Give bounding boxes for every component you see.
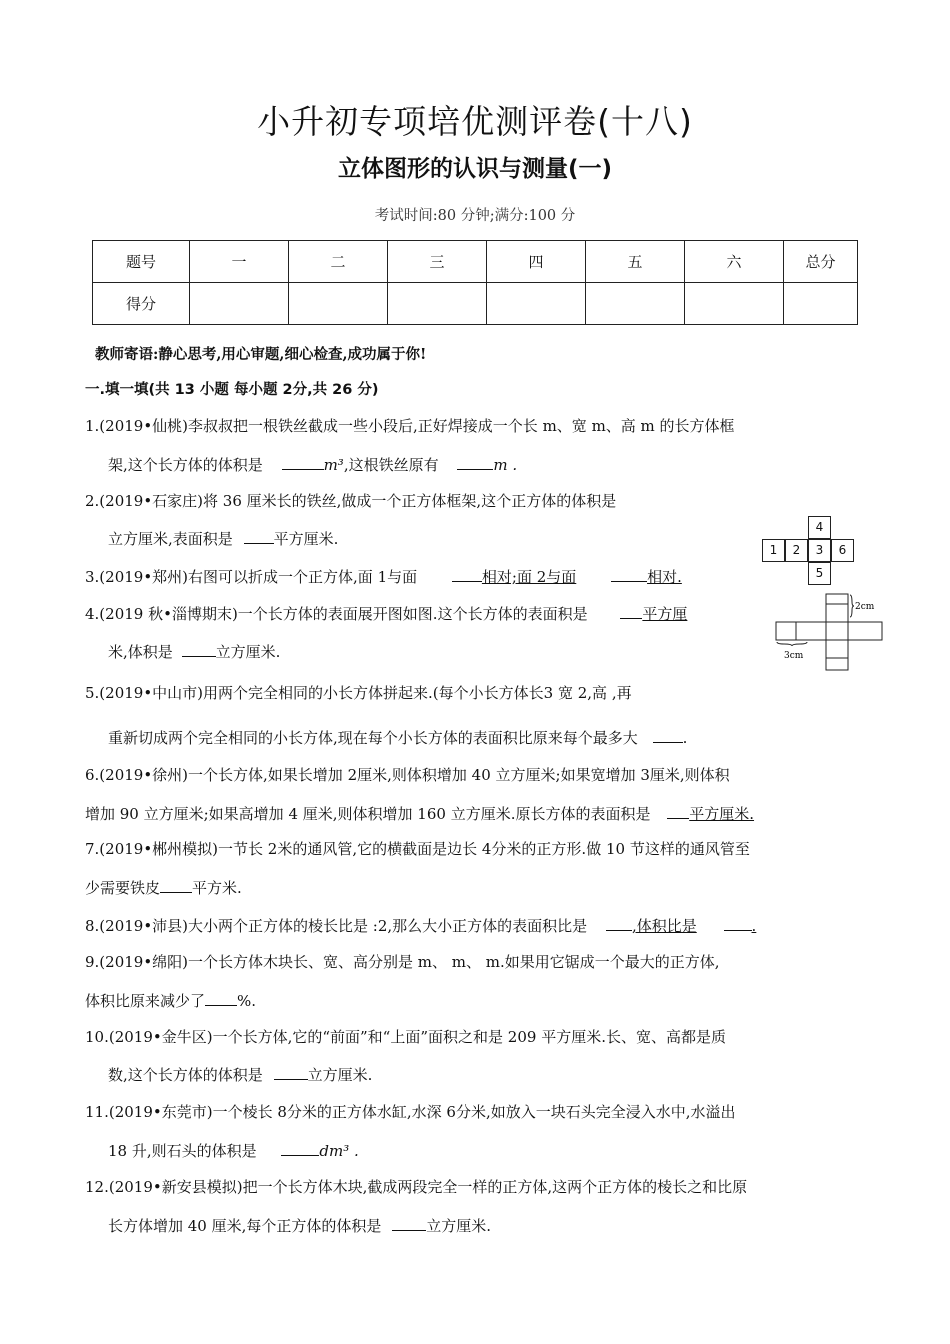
q5-text: 重新切成两个完全相同的小长方体,现在每个小长方体的表面积比原来每个最多大 <box>108 729 638 747</box>
net-face: 1 <box>762 539 785 562</box>
q7-line2 <box>85 876 242 898</box>
q7-text-a: 少需要铁皮 <box>85 879 161 897</box>
score-input-cell[interactable] <box>784 283 858 325</box>
q6-line2 <box>85 802 754 824</box>
q4-text-a: 4.(2019 秋•淄博期末)一个长方体的表面展开图如图.这个长方体的表面积是 <box>85 605 588 623</box>
q4-text-c: 米,体积是 <box>108 643 173 661</box>
score-header-cell: 四 <box>487 241 586 283</box>
q5-blank[interactable] <box>653 726 683 743</box>
q8-text-c: . <box>751 917 757 935</box>
q4-text-d: 立方厘米. <box>215 643 281 661</box>
q2-text-a: 立方厘米,表面积是 <box>108 530 233 548</box>
q4-volume-blank[interactable] <box>182 640 216 657</box>
score-input-cell[interactable] <box>388 283 487 325</box>
q8-line <box>85 914 756 936</box>
net-face: 2 <box>785 539 808 562</box>
q6-blank[interactable] <box>667 802 689 819</box>
q12-line2 <box>108 1214 491 1236</box>
net-face: 4 <box>808 516 831 539</box>
q10-line1: 10.(2019•金牛区)一个长方体,它的“前面”和“上面”面积之和是 209 平方厘米.长、宽、高都是质 <box>85 1028 726 1046</box>
score-header-cell: 总分 <box>784 241 858 283</box>
q1-text-a: 架,这个长方体的体积是 <box>108 456 263 474</box>
score-header-cell: 三 <box>388 241 487 283</box>
net-column <box>826 594 848 670</box>
q12-blank[interactable] <box>392 1214 426 1231</box>
exam-info: 考试时间:80 分钟;满分:100 分 <box>374 208 576 224</box>
score-input-cell[interactable] <box>190 283 289 325</box>
q12-text-a: 长方体增加 40 厘米,每个正方体的体积是 <box>108 1217 382 1235</box>
q1-unit-length: m . <box>493 456 518 474</box>
q3-line <box>85 565 682 587</box>
page-subtitle: 立体图形的认识与测量(一) <box>337 156 613 182</box>
q1-line2 <box>108 453 517 475</box>
score-header-cell: 题号 <box>93 241 190 283</box>
net-label-height: 2cm <box>855 602 875 612</box>
brace-right <box>850 595 854 617</box>
q8-blank-1[interactable] <box>606 914 632 931</box>
score-input-cell[interactable] <box>685 283 784 325</box>
score-header-cell: 六 <box>685 241 784 283</box>
brace-bottom <box>777 642 807 646</box>
q8-blank-2[interactable] <box>724 914 752 931</box>
q4-line1 <box>85 602 687 624</box>
q1-unit-volume: m³ <box>323 456 344 474</box>
q8-text-a: 8.(2019•沛县)大小两个正方体的棱长比是 :2,那么大小正方体的表面积比是 <box>85 917 588 935</box>
net-band <box>776 622 882 640</box>
score-header-cell: 一 <box>190 241 289 283</box>
q6-text-b: 平方厘米. <box>689 805 755 823</box>
q11-blank[interactable] <box>281 1139 319 1156</box>
q3-blank-1[interactable] <box>452 565 482 582</box>
q4-area-blank[interactable] <box>620 602 642 619</box>
q9-line2 <box>85 989 256 1011</box>
teacher-message: 教师寄语:静心思考,用心审题,细心检查,成功属于你! <box>95 346 427 363</box>
q7-line1: 7.(2019•郴州模拟)一节长 2米的通风管,它的横截面是边长 4分米的正方形.做 10 节这样的通风管至 <box>85 840 750 858</box>
q11-text-a: 18 升,则石头的体积是 <box>108 1142 257 1160</box>
q11-unit: dm³ . <box>319 1142 359 1160</box>
q4-cuboid-net <box>774 592 884 672</box>
q3-text-a: 3.(2019•郑州)右图可以折成一个正方体,面 1与面 <box>85 568 418 586</box>
score-table-score-row <box>93 283 858 325</box>
score-table-header-row <box>93 241 858 283</box>
net-face: 5 <box>808 562 831 585</box>
section-title: 一.填一填(共 13 小题 每小题 2分,共 26 分) <box>85 382 379 398</box>
q3-text-c: 相对. <box>647 568 682 586</box>
q5-line1: 5.(2019•中山市)用两个完全相同的小长方体拼起来.(每个小长方体长3 宽 2,高 ,再 <box>85 684 632 702</box>
score-input-cell[interactable] <box>586 283 685 325</box>
q7-text-b: 平方米. <box>192 879 242 897</box>
net-label-width: 3cm <box>784 651 804 661</box>
q1-text-b: ,这根铁丝原有 <box>343 456 439 474</box>
score-input-cell[interactable] <box>289 283 388 325</box>
q12-line1: 12.(2019•新安县模拟)把一个长方体木块,截成两段完全一样的正方体,这两个正方体的棱长之和比原 <box>85 1178 748 1196</box>
q10-blank[interactable] <box>274 1063 308 1080</box>
q9-text-b: %. <box>237 992 257 1010</box>
score-table <box>92 240 858 325</box>
score-header-cell: 二 <box>289 241 388 283</box>
q10-line2 <box>108 1063 372 1085</box>
q4-text-b: 平方厘 <box>642 605 688 623</box>
score-row-label: 得分 <box>93 283 190 325</box>
q9-blank[interactable] <box>205 989 237 1006</box>
q2-line2 <box>108 527 338 549</box>
score-header-cell: 五 <box>586 241 685 283</box>
q9-text-a: 体积比原来减少了 <box>85 992 206 1010</box>
q7-blank[interactable] <box>160 876 192 893</box>
q8-text-b: ,体积比是 <box>631 917 697 935</box>
q5-line2: 重新切成两个完全相同的小长方体,现在每个小长方体的表面积比原来每个最多大 . <box>108 726 687 748</box>
q1-volume-blank[interactable] <box>282 453 324 470</box>
q1-line1: 1.(2019•仙桃)李叔叔把一根铁丝截成一些小段后,正好焊接成一个长 m、宽 m、高 m 的长方体框 <box>85 417 735 435</box>
page-title: 小升初专项培优测评卷(十八) <box>257 102 693 141</box>
q4-line2 <box>108 640 280 662</box>
q9-line1: 9.(2019•绵阳)一个长方体木块长、宽、高分别是 m、 m、 m.如果用它锯成一个最大的正方体, <box>85 953 720 971</box>
q12-text-b: 立方厘米. <box>426 1217 491 1235</box>
q10-text-b: 立方厘米. <box>307 1066 373 1084</box>
q3-blank-2[interactable] <box>611 565 647 582</box>
q11-line2 <box>108 1139 359 1161</box>
q2-line1: 2.(2019•石家庄)将 36 厘米长的铁丝,做成一个正方体框架,这个正方体的体积是 <box>85 492 617 510</box>
net-face: 6 <box>831 539 854 562</box>
q3-text-b: 相对;面 2与面 <box>481 568 577 586</box>
net-face: 3 <box>808 539 831 562</box>
q10-text-a: 数,这个长方体的体积是 <box>108 1066 263 1084</box>
q2-text-b: 平方厘米. <box>273 530 339 548</box>
q6-text-a: 增加 90 立方厘米;如果高增加 4 厘米,则体积增加 160 立方厘米.原长方体的表面积是 <box>85 805 651 823</box>
q11-line1: 11.(2019•东莞市)一个棱长 8分米的正方体水缸,水深 6分米,如放入一块石头完全浸入水中,水溢出 <box>85 1103 736 1121</box>
score-input-cell[interactable] <box>487 283 586 325</box>
q2-area-blank[interactable] <box>244 527 274 544</box>
q6-line1: 6.(2019•徐州)一个长方体,如果长增加 2厘米,则体积增加 40 立方厘米;如果宽增加 3厘米,则体积 <box>85 766 730 784</box>
q1-length-blank[interactable] <box>457 453 493 470</box>
